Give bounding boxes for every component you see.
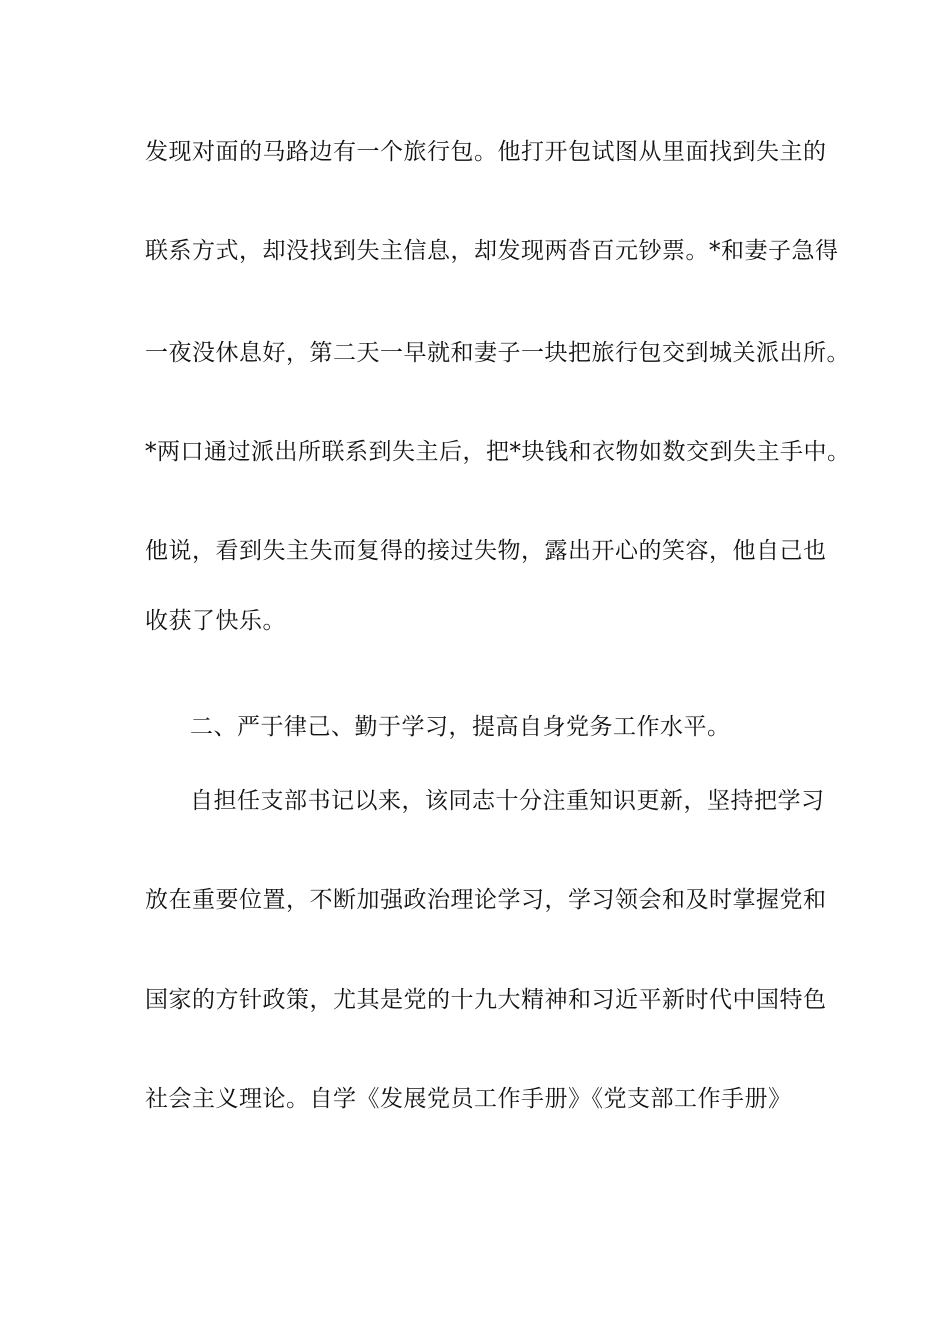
paragraph-line: 他说，看到失主失而复得的接过失物，露出开心的笑容，他自己也 [145,538,827,564]
paragraph-line: 一夜没休息好，第二天一早就和妻子一块把旅行包交到城关派出所。 [145,340,850,366]
paragraph-line: 联系方式，却没找到失主信息，却发现两沓百元钞票。*和妻子急得 [145,238,839,264]
paragraph-line: 社会主义理论。自学《发展党员工作手册》《党支部工作手册》 [145,1086,792,1112]
paragraph-line: 国家的方针政策，尤其是党的十九大精神和习近平新时代中国特色 [145,987,827,1013]
section-heading: 二、严于律己、勤于学习，提高自身党务工作水平。 [190,714,731,740]
paragraph-line: *两口通过派出所联系到失主后，把*块钱和衣物如数交到失主手中。 [145,439,851,465]
paragraph-line: 自担任支部书记以来，该同志十分注重知识更新，坚持把学习 [190,788,825,814]
paragraph-line: 发现对面的马路边有一个旅行包。他打开包试图从里面找到失主的 [145,139,827,165]
paragraph-line: 收获了快乐。 [145,608,286,634]
paragraph-line: 放在重要位置，不断加强政治理论学习，学习领会和及时掌握党和 [145,887,827,913]
